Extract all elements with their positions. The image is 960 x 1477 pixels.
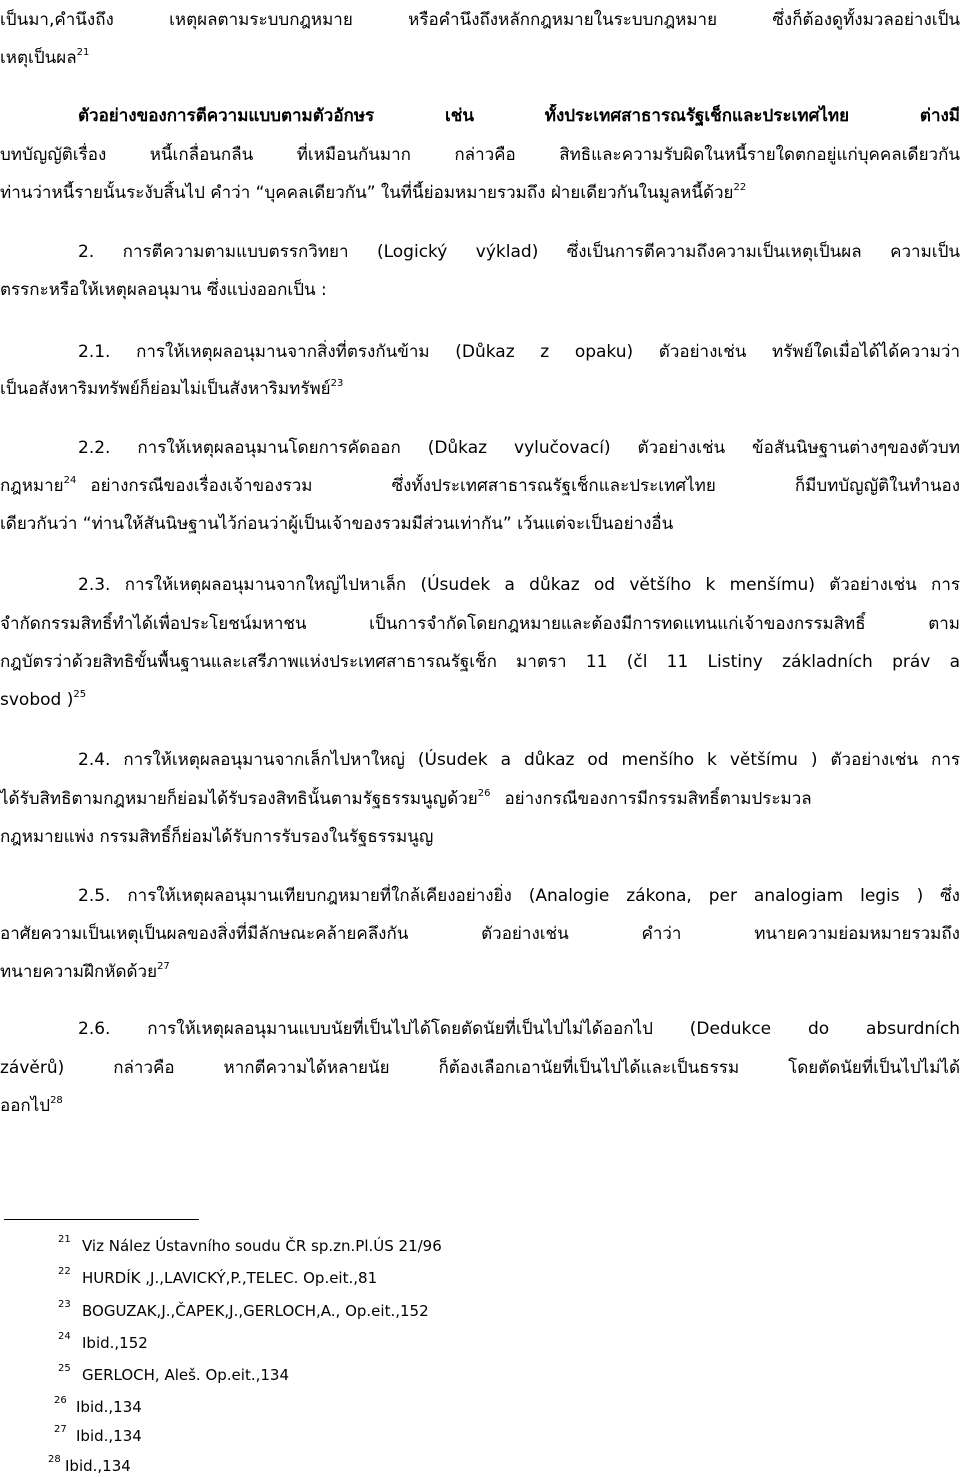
- footnote-text: Ibid.,134: [65, 1457, 131, 1475]
- body-line: [0, 143, 960, 169]
- body-line: [0, 278, 960, 304]
- footnote-ref: 22: [733, 182, 747, 193]
- text-run: 2.3. การให้เหตุผลอนุมานจากใหญ่ไปหาเล็ก (Úsudek a důkaz od většího k menšímu) ตัวอย่างเช่น การ: [78, 575, 960, 595]
- text-run: อย่างกรณีของเรื่องเจ้าของรวม ซึ่งทั้งประเทศสาธารณรัฐเช็กและประเทศไทย ก็มีบทบัญญัติในทำนอง: [90, 476, 960, 496]
- footnote-item: [54, 1424, 142, 1445]
- footnote-text: Ibid.,134: [76, 1398, 142, 1416]
- body-line: [0, 1017, 960, 1043]
- footnote-item: [54, 1395, 142, 1416]
- footnote-number: 25: [58, 1363, 71, 1374]
- footnote-item: [58, 1234, 442, 1255]
- text-run: ได้รับสิทธิตามกฎหมายก็ย่อมได้รับรองสิทธินั้นตามรัฐธรรมนูญด้วย: [0, 789, 478, 809]
- text-run: กฎบัตรว่าด้วยสิทธิขั้นพื้นฐานและเสรีภาพแห่งประเทศสาธารณรัฐเช็ก มาตรา 11 (čl 11 Listiny základních práv a: [0, 652, 960, 672]
- footnote-text: BOGUZAK,J.,ČAPEK,J.,GERLOCH,A., Op.eit.,152: [82, 1302, 429, 1320]
- body-line: [0, 1094, 960, 1120]
- text-run: závěrů) กล่าวคือ หากตีความได้หลายนัย ก็ต้องเลือกเอานัยที่เป็นไปได้และเป็นธรรม โดยตัดนัยที่เป็นไปไม่ได้: [0, 1058, 960, 1078]
- footnote-text: Viz Nález Ústavního soudu ČR sp.zn.Pl.ÚS 21/96: [82, 1237, 442, 1255]
- footnote-number: 24: [58, 1331, 71, 1342]
- footnote-number: 22: [58, 1266, 71, 1277]
- footnote-ref: 21: [76, 47, 90, 58]
- footnote-number: 21: [58, 1234, 71, 1245]
- body-line: [0, 436, 960, 462]
- text-run: กฎหมายแพ่ง กรรมสิทธิ์ก็ย่อมได้รับการรับรองในรัฐธรรมนูญ: [0, 827, 434, 847]
- text-run: svobod ): [0, 690, 74, 710]
- footnote-number: 26: [54, 1395, 67, 1406]
- text-run: ทนายความฝึกหัดด้วย: [0, 962, 158, 982]
- footnote-ref: 25: [73, 689, 87, 700]
- body-line: [0, 340, 960, 366]
- text-run: อาศัยความเป็นเหตุเป็นผลของสิ่งที่มีลักษณะคล้ายคลึงกัน ตัวอย่างเช่น คำว่า ทนายความย่อมหมายรวมถึง: [0, 924, 960, 944]
- footnote-item: [58, 1299, 429, 1320]
- footnote-number: 28: [48, 1454, 61, 1465]
- body-line: [0, 688, 960, 714]
- text-run: อย่างกรณีของการมีกรรมสิทธิ์ตามประมวล: [504, 789, 812, 809]
- text-run: เหตุเป็นผล: [0, 48, 77, 68]
- text-run: เป็นอสังหาริมทรัพย์ก็ย่อมไม่เป็นสังหาริมทรัพย์: [0, 379, 331, 399]
- text-run: ท่านว่าหนี้รายนั้นระงับสิ้นไป คำว่า “บุคคลเดียวกัน” ในที่นี้ย่อมหมายรวมถึง ฝ่ายเดียวกันในมูลหนี้ด้วย: [0, 183, 734, 203]
- footnote-text: Ibid.,152: [82, 1334, 148, 1352]
- text-run: ออกไป: [0, 1096, 51, 1116]
- footnote-number: 23: [58, 1299, 71, 1310]
- text-run: เดียวกันว่า “ท่านให้สันนิษฐานไว้ก่อนว่าผู้เป็นเจ้าของรวมมีส่วนเท่ากัน” เว้นแต่จะเป็นอย่างอื่น: [0, 514, 674, 534]
- body-line: [0, 650, 960, 676]
- body-line: [0, 240, 960, 266]
- body-line: [0, 1056, 960, 1082]
- footnote-ref: 24: [63, 475, 77, 486]
- footnote-item: [58, 1331, 148, 1352]
- footnote-item: [58, 1266, 378, 1287]
- body-line: [0, 512, 960, 538]
- body-line: [0, 787, 960, 813]
- footnote-text: HURDÍK ,J.,LAVICKÝ,P.,TELEC. Op.eit.,81: [82, 1269, 378, 1287]
- footnote-number: 27: [54, 1424, 67, 1435]
- text-run: 2.5. การให้เหตุผลอนุมานเทียบกฎหมายที่ใกล้เคียงอย่างยิ่ง (Analogie zákona, per analogiam legis ) ซึ่ง: [78, 886, 960, 906]
- body-line: [0, 825, 960, 851]
- footnote-ref: 26: [477, 788, 491, 799]
- text-run: ตัวอย่างของการตีความแบบตามตัวอักษร เช่น ทั้งประเทศสาธารณรัฐเช็กและประเทศไทย ต่างมี: [78, 106, 960, 126]
- footnote-ref: 27: [157, 961, 170, 972]
- body-line: [0, 474, 960, 500]
- body-line: [0, 922, 960, 948]
- body-line: [0, 377, 960, 403]
- footnote-item: [48, 1454, 131, 1475]
- text-run: กฎหมาย: [0, 476, 64, 496]
- footnote-ref: 28: [50, 1095, 63, 1106]
- footnote-separator: [4, 1219, 199, 1220]
- footnote-text: GERLOCH, Aleš. Op.eit.,134: [82, 1366, 289, 1384]
- body-line: [0, 573, 960, 599]
- text-run: 2.6. การให้เหตุผลอนุมานแบบนัยที่เป็นไปได้โดยตัดนัยที่เป็นไปไม่ได้ออกไป (Dedukce do absurdních: [78, 1019, 960, 1039]
- text-run: 2.4. การให้เหตุผลอนุมานจากเล็กไปหาใหญ่ (Úsudek a důkaz od menšího k většímu ) ตัวอย่างเช่น การ: [78, 750, 960, 770]
- body-line: [0, 46, 960, 72]
- body-line: [0, 8, 960, 34]
- footnote-ref: 23: [330, 378, 344, 389]
- text-run: บทบัญญัติเรื่อง หนี้เกลื่อนกลืน ที่เหมือนกันมาก กล่าวคือ สิทธิและความรับผิดในหนี้รายใดตกอยู่แก่บุคคลเดียวกัน: [0, 145, 960, 165]
- text-run: จำกัดกรรมสิทธิ์ทำได้เพื่อประโยชน์มหาชน เป็นการจำกัดโดยกฎหมายและต้องมีการทดแทนแก่เจ้าของกรรมสิทธิ์ ตาม: [0, 614, 960, 634]
- footnote-text: Ibid.,134: [76, 1427, 142, 1445]
- body-line: [0, 612, 960, 638]
- text-run: เป็นมา,คำนึงถึง เหตุผลตามระบบกฎหมาย หรือคำนึงถึงหลักกฎหมายในระบบกฎหมาย ซึ่งก็ต้องดูทั้งมวลอย่างเป็น: [0, 10, 960, 30]
- body-line: [0, 181, 960, 207]
- body-line: [0, 884, 960, 910]
- footnote-item: [58, 1363, 289, 1384]
- text-run: 2.1. การให้เหตุผลอนุมานจากสิ่งที่ตรงกันข้าม (Důkaz z opaku) ตัวอย่างเช่น ทรัพย์ใดเมื่อได้ได้ความว่า: [78, 342, 960, 362]
- text-run: ตรรกะหรือให้เหตุผลอนุมาน ซึ่งแบ่งออกเป็น :: [0, 280, 327, 300]
- text-run: 2.2. การให้เหตุผลอนุมานโดยการคัดออก (Důkaz vylučovací) ตัวอย่างเช่น ข้อสันนิษฐานต่างๆของตัวบท: [78, 438, 960, 458]
- body-line: [0, 104, 960, 130]
- body-line: [0, 960, 960, 986]
- body-line: [0, 748, 960, 774]
- text-run: 2. การตีความตามแบบตรรกวิทยา (Logický výklad) ซึ่งเป็นการตีความถึงความเป็นเหตุเป็นผล ความเป็น: [78, 242, 960, 262]
